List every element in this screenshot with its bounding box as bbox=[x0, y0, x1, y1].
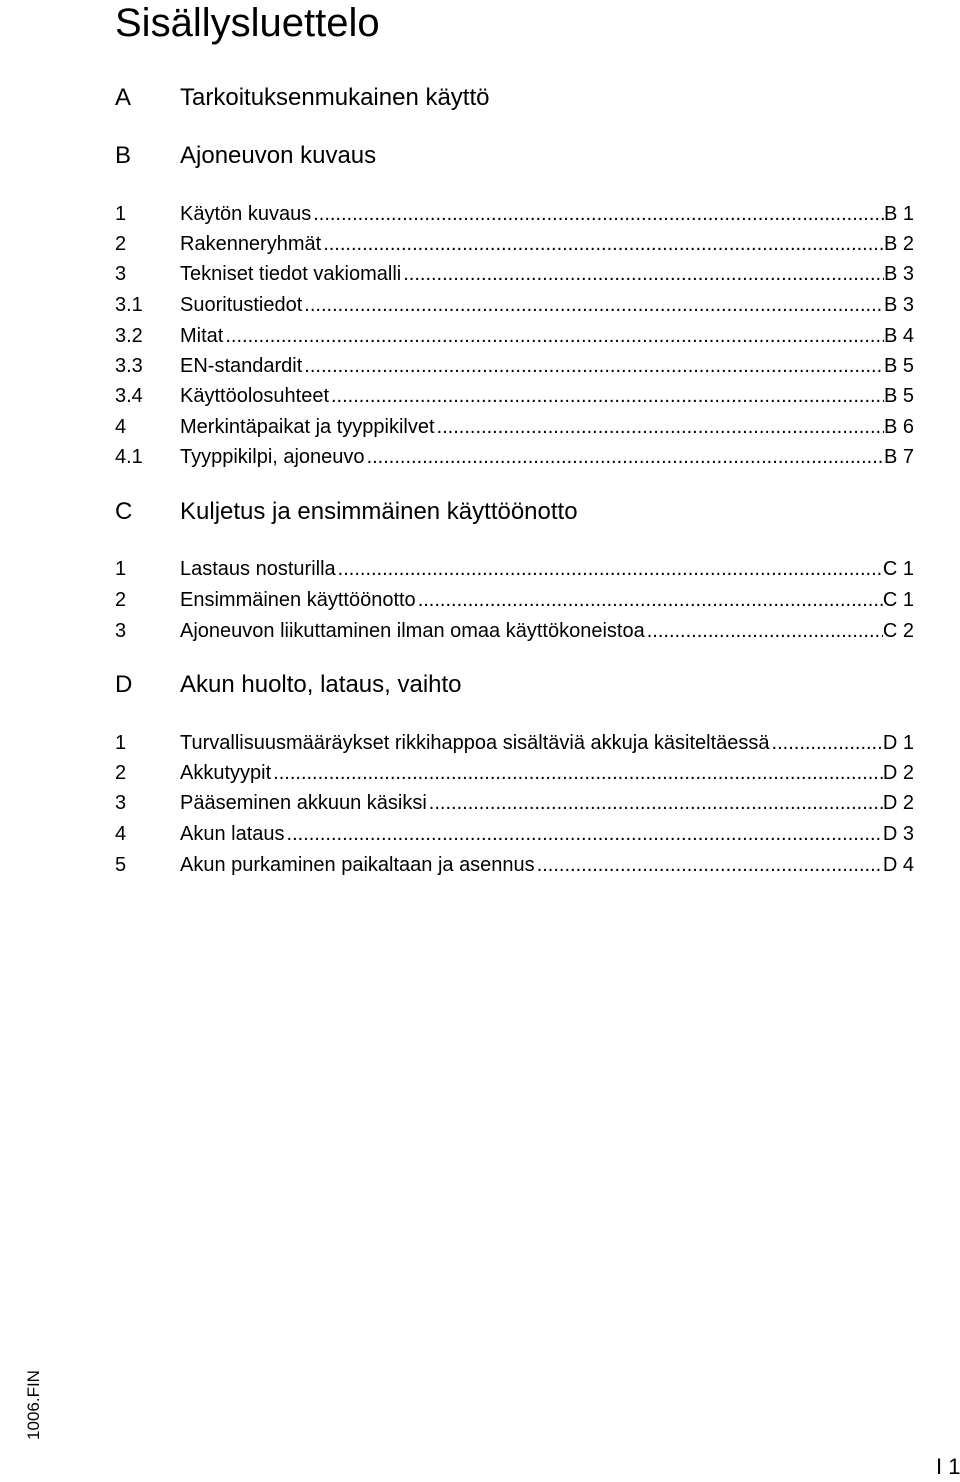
entry-number: 4.1 bbox=[115, 446, 143, 468]
entry-page: B 3 bbox=[883, 294, 914, 316]
toc-entry[interactable] bbox=[0, 618, 960, 644]
entry-page: B 5 bbox=[883, 385, 914, 407]
entry-title: Suoritustiedot bbox=[180, 294, 303, 316]
toc-entry[interactable] bbox=[0, 760, 960, 786]
dot-leader bbox=[321, 231, 884, 257]
toc-entry[interactable] bbox=[0, 852, 960, 878]
dot-leader bbox=[311, 201, 884, 227]
dot-leader bbox=[336, 556, 883, 582]
section-heading: Tarkoituksenmukainen käyttö bbox=[180, 84, 490, 111]
entry-page: B 7 bbox=[883, 446, 914, 468]
toc-entry[interactable] bbox=[0, 414, 960, 440]
entry-title: Ajoneuvon liikuttaminen ilman omaa käyttökoneistoa bbox=[180, 620, 645, 642]
dot-leader bbox=[770, 730, 883, 756]
entry-number: 3 bbox=[115, 620, 127, 642]
toc-entry[interactable] bbox=[0, 231, 960, 257]
entry-page: C 1 bbox=[882, 589, 914, 611]
entry-page: B 1 bbox=[883, 203, 914, 225]
section-letter: A bbox=[115, 84, 132, 111]
entry-number: 3 bbox=[115, 792, 127, 814]
toc-entry[interactable] bbox=[0, 730, 960, 756]
section-heading: Ajoneuvon kuvaus bbox=[180, 142, 377, 169]
entry-title: Tyyppikilpi, ajoneuvo bbox=[180, 446, 365, 468]
entry-page: B 5 bbox=[883, 355, 914, 377]
entry-title: Ensimmäinen käyttöönotto bbox=[180, 589, 416, 611]
section-heading: Kuljetus ja ensimmäinen käyttöönotto bbox=[180, 498, 578, 525]
dot-leader bbox=[435, 414, 884, 440]
entry-title: Turvallisuusmääräykset rikkihappoa sisältäviä akkuja käsiteltäessä bbox=[180, 732, 770, 754]
page-title: Sisällysluettelo bbox=[115, 1, 380, 45]
section-letter: D bbox=[115, 671, 133, 698]
dot-leader bbox=[365, 444, 884, 470]
entry-number: 4 bbox=[115, 823, 127, 845]
entry-title: Mitat bbox=[180, 325, 224, 347]
document-code: 1006.FIN bbox=[24, 1370, 43, 1440]
entry-page: B 2 bbox=[883, 233, 914, 255]
entry-number: 3.1 bbox=[115, 294, 143, 316]
dot-leader bbox=[401, 261, 884, 287]
section-heading: Akun huolto, lataus, vaihto bbox=[180, 671, 462, 698]
entry-number: 3.3 bbox=[115, 355, 143, 377]
entry-title: Merkintäpaikat ja tyyppikilvet bbox=[180, 416, 435, 438]
section-c-header bbox=[0, 496, 960, 528]
entry-title: Käyttöolosuhteet bbox=[180, 385, 329, 407]
entry-number: 2 bbox=[115, 762, 127, 784]
entry-title: Pääseminen akkuun käsiksi bbox=[180, 792, 427, 814]
entry-title: Akun lataus bbox=[180, 823, 285, 845]
toc-entry[interactable] bbox=[0, 201, 960, 227]
dot-leader bbox=[271, 760, 883, 786]
dot-leader bbox=[329, 383, 884, 409]
entry-number: 1 bbox=[115, 732, 127, 754]
dot-leader bbox=[416, 587, 883, 613]
entry-page: B 4 bbox=[883, 325, 914, 347]
entry-page: D 2 bbox=[882, 762, 914, 784]
entry-title: Käytön kuvaus bbox=[180, 203, 312, 225]
dot-leader bbox=[427, 790, 883, 816]
entry-number: 1 bbox=[115, 203, 127, 225]
entry-page: B 3 bbox=[883, 263, 914, 285]
dot-leader bbox=[535, 852, 883, 878]
toc-entry[interactable] bbox=[0, 821, 960, 847]
page-number: I 1 bbox=[936, 1454, 960, 1479]
dot-leader bbox=[285, 821, 883, 847]
section-letter: C bbox=[115, 498, 133, 525]
dot-leader bbox=[302, 353, 884, 379]
entry-title: EN-standardit bbox=[180, 355, 303, 377]
entry-title: Akkutyypit bbox=[180, 762, 272, 784]
toc-entry[interactable] bbox=[0, 383, 960, 409]
entry-title: Akun purkaminen paikaltaan ja asennus bbox=[180, 854, 535, 876]
dot-leader bbox=[302, 292, 884, 318]
entry-page: B 6 bbox=[883, 416, 914, 438]
entry-number: 2 bbox=[115, 233, 127, 255]
entry-page: D 4 bbox=[882, 854, 914, 876]
section-letter: B bbox=[115, 142, 132, 169]
entry-title: Lastaus nosturilla bbox=[180, 558, 336, 580]
entry-title: Rakenneryhmät bbox=[180, 233, 322, 255]
toc-entry[interactable] bbox=[0, 587, 960, 613]
entry-page: C 2 bbox=[882, 620, 914, 642]
toc-entry[interactable] bbox=[0, 292, 960, 318]
toc-entry[interactable] bbox=[0, 790, 960, 816]
entry-number: 3.2 bbox=[115, 325, 143, 347]
section-a-header bbox=[0, 82, 960, 114]
entry-page: D 1 bbox=[882, 732, 914, 754]
entry-title: Tekniset tiedot vakiomalli bbox=[180, 263, 402, 285]
section-b-header bbox=[0, 140, 960, 172]
entry-page: D 2 bbox=[882, 792, 914, 814]
section-d-header bbox=[0, 669, 960, 701]
toc-entry[interactable] bbox=[0, 444, 960, 470]
toc-entry[interactable] bbox=[0, 353, 960, 379]
toc-entry[interactable] bbox=[0, 556, 960, 582]
toc-entry[interactable] bbox=[0, 261, 960, 287]
entry-number: 5 bbox=[115, 854, 127, 876]
entry-page: C 1 bbox=[882, 558, 914, 580]
toc-entry[interactable] bbox=[0, 323, 960, 349]
entry-number: 2 bbox=[115, 589, 127, 611]
entry-number: 3 bbox=[115, 263, 127, 285]
entry-number: 4 bbox=[115, 416, 127, 438]
entry-number: 3.4 bbox=[115, 385, 143, 407]
entry-number: 1 bbox=[115, 558, 127, 580]
dot-leader bbox=[645, 618, 883, 644]
dot-leader bbox=[223, 323, 884, 349]
entry-page: D 3 bbox=[882, 823, 914, 845]
